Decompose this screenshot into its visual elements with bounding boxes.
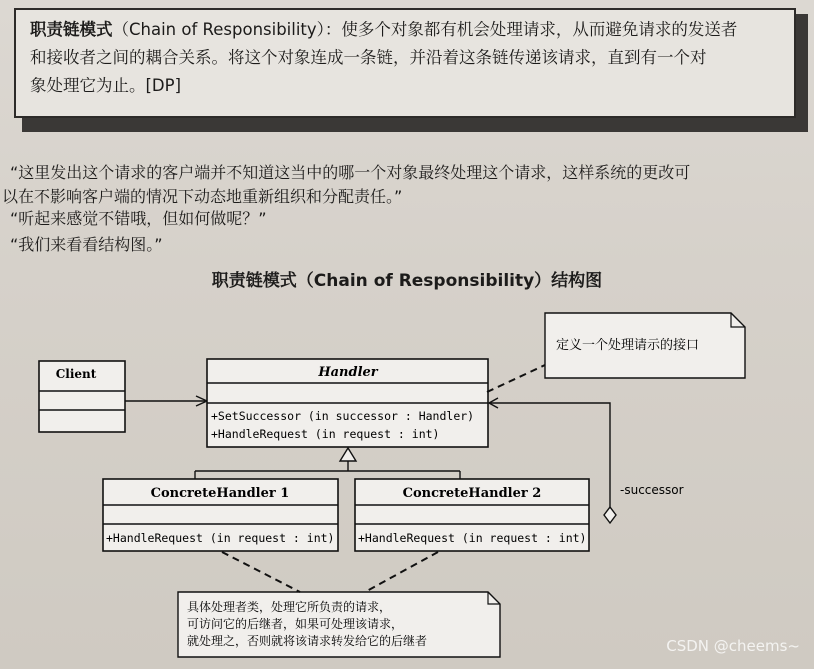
- interface-note-text: 定义一个处理请示的接口: [556, 338, 700, 353]
- concrete-handler-1-op: +HandleRequest (in request : int): [106, 531, 335, 545]
- handler-handle-request-op: +HandleRequest (in request : int): [211, 427, 440, 441]
- definition-line2: 和接收者之间的耦合关系。将这个对象连成一条链，并沿着这条链传递该请求，直到有一个对: [30, 48, 707, 67]
- concrete-note-line-2: 可访问它的后继者，如果可处理该请求，: [187, 617, 404, 631]
- csdn-watermark: CSDN @cheems~: [666, 637, 800, 655]
- client-class-name: Client: [55, 367, 97, 381]
- handler-class: [207, 359, 488, 447]
- interface-note-anchor: [487, 365, 545, 392]
- client-class: [39, 361, 125, 432]
- definition-line3: 象处理它为止。[DP]: [30, 76, 182, 95]
- client-handler-association: [125, 396, 207, 406]
- concrete-handler-2-op: +HandleRequest (in request : int): [358, 531, 587, 545]
- concrete-note-line-1: 具体处理者类，处理它所负责的请求，: [187, 600, 392, 614]
- concrete-handler-2-name: ConcreteHandler 2: [402, 486, 542, 501]
- definition-line1: （Chain of Responsibility）：使多个对象都有机会处理请求，从而避免请求的发送者: [112, 20, 738, 39]
- concrete-handler-note: [178, 592, 500, 657]
- paragraph-2: “听起来感觉不错哦，但如何做呢？”: [10, 209, 267, 228]
- handler-set-successor-op: +SetSuccessor (in successor : Handler): [211, 409, 475, 423]
- successor-label: -successor: [620, 483, 684, 497]
- interface-note: [545, 313, 745, 378]
- concrete-note-anchor-2: [365, 552, 438, 592]
- handler-class-name: Handler: [318, 365, 378, 380]
- definition-term: 职责链模式: [30, 20, 113, 39]
- generalization-arrow: [195, 448, 460, 479]
- concrete-note-line-3: 就处理之，否则就将该请求转发给它的后继者: [187, 634, 428, 648]
- paragraph-1-line-2: 以在不影响客户端的情况下动态地重新组织和分配责任。”: [2, 187, 403, 206]
- concrete-note-anchor-1: [222, 552, 300, 592]
- concrete-handler-2-class: [355, 479, 589, 551]
- paragraph-1-line-1: “这里发出这个请求的客户端并不知道这当中的哪一个对象最终处理这个请求，这样系统的更改可: [10, 163, 691, 182]
- paragraph-3: “我们来看看结构图。”: [10, 235, 163, 254]
- concrete-handler-1-class: [103, 479, 338, 551]
- diagram-title: 职责链模式（Chain of Responsibility）结构图: [211, 271, 603, 291]
- concrete-handler-1-name: ConcreteHandler 1: [150, 486, 290, 501]
